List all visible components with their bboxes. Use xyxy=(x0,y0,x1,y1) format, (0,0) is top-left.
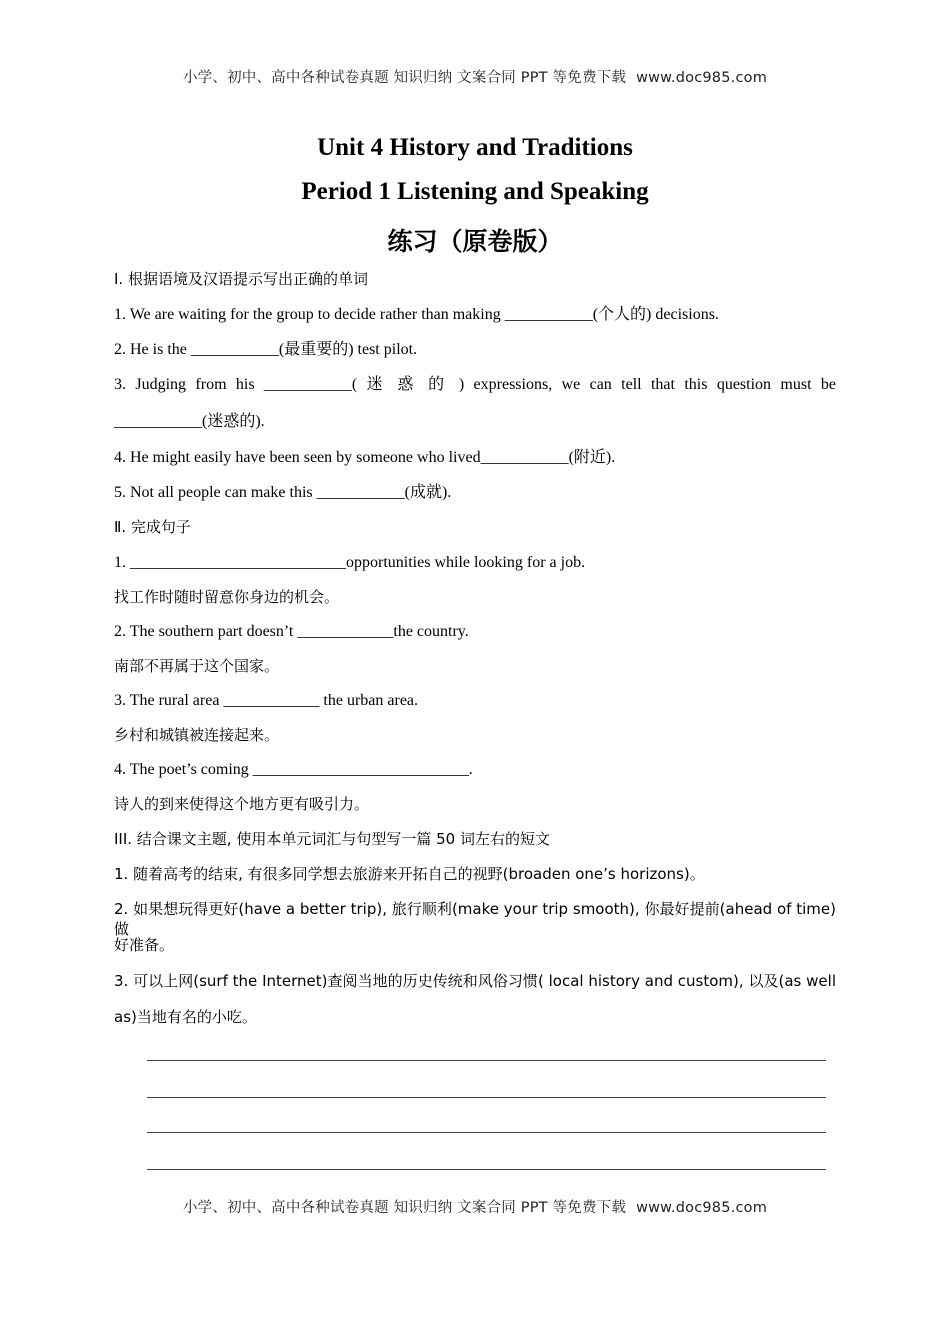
section1-item-1: 1. We are waiting for the group to decide rather than making ___________(个人的) decisions. xyxy=(114,306,719,323)
section1-item-2: 2. He is the ___________(最重要的) test pilot. xyxy=(114,341,418,358)
banner-url-link[interactable]: www.doc985.com xyxy=(636,1200,768,1216)
writing-line-4[interactable] xyxy=(147,1169,826,1170)
banner-text: 小学、初中、高中各种试卷真题 知识归纳 文案合同 PPT 等免费下载 xyxy=(182,70,627,86)
section1-item-3: 3. Judging from his ___________( 迷 惑 的 ) expressions, we can tell that this question must be xyxy=(114,376,836,393)
section1-item-3-cont: ___________(迷惑的). xyxy=(114,413,265,430)
header-banner xyxy=(0,66,950,87)
section2-item-2-zh: 南部不再属于这个国家。 xyxy=(114,657,280,675)
section2-item-1-en: 1. ___________________________opportunities while looking for a job. xyxy=(114,554,586,571)
section3-item-3-cont: as)当地有名的小吃。 xyxy=(114,1008,257,1026)
section2-item-3-en: 3. The rural area ____________ the urban area. xyxy=(114,692,419,709)
banner-text: 小学、初中、高中各种试卷真题 知识归纳 文案合同 PPT 等免费下载 xyxy=(182,1200,627,1216)
section3-item-1: 1. 随着高考的结束, 有很多同学想去旅游来开拓自己的视野(broaden one’s horizons)。 xyxy=(114,865,705,883)
writing-line-3[interactable] xyxy=(147,1132,826,1133)
section1-item-5: 5. Not all people can make this ___________(成就). xyxy=(114,484,452,501)
section3-item-2: 2. 如果想玩得更好(have a better trip), 旅行顺利(make your trip smooth), 你最好提前(ahead of time)做 xyxy=(114,900,836,938)
section2-item-4-zh: 诗人的到来使得这个地方更有吸引力。 xyxy=(114,795,370,813)
writing-line-2[interactable] xyxy=(147,1097,826,1098)
section2-item-1-zh: 找工作时随时留意你身边的机会。 xyxy=(114,588,340,606)
section2-item-3-zh: 乡村和城镇被连接起来。 xyxy=(114,726,280,744)
section3-heading: III. 结合课文主题, 使用本单元词汇与句型写一篇 50 词左右的短文 xyxy=(114,830,550,848)
section1-heading: Ⅰ. 根据语境及汉语提示写出正确的单词 xyxy=(114,270,368,288)
section2-heading: Ⅱ. 完成句子 xyxy=(114,518,191,536)
banner-url-link[interactable]: www.doc985.com xyxy=(636,70,768,86)
section2-item-2-en: 2. The southern part doesn’t ____________the country. xyxy=(114,623,469,640)
footer-banner xyxy=(0,1196,950,1217)
unit-title: Unit 4 History and Traditions xyxy=(317,134,633,161)
section2-item-4-en: 4. The poet’s coming ___________________________. xyxy=(114,761,473,778)
section3-item-2-cont: 好准备。 xyxy=(114,936,175,954)
section1-item-4: 4. He might easily have been seen by someone who lived___________(附近). xyxy=(114,449,616,466)
section3-item-3: 3. 可以上网(surf the Internet)查阅当地的历史传统和风俗习惯( local history and custom), 以及(as well xyxy=(114,972,836,990)
exercise-title: 练习（原卷版） xyxy=(387,227,563,256)
writing-line-1[interactable] xyxy=(147,1060,826,1061)
period-title: Period 1 Listening and Speaking xyxy=(301,178,649,205)
